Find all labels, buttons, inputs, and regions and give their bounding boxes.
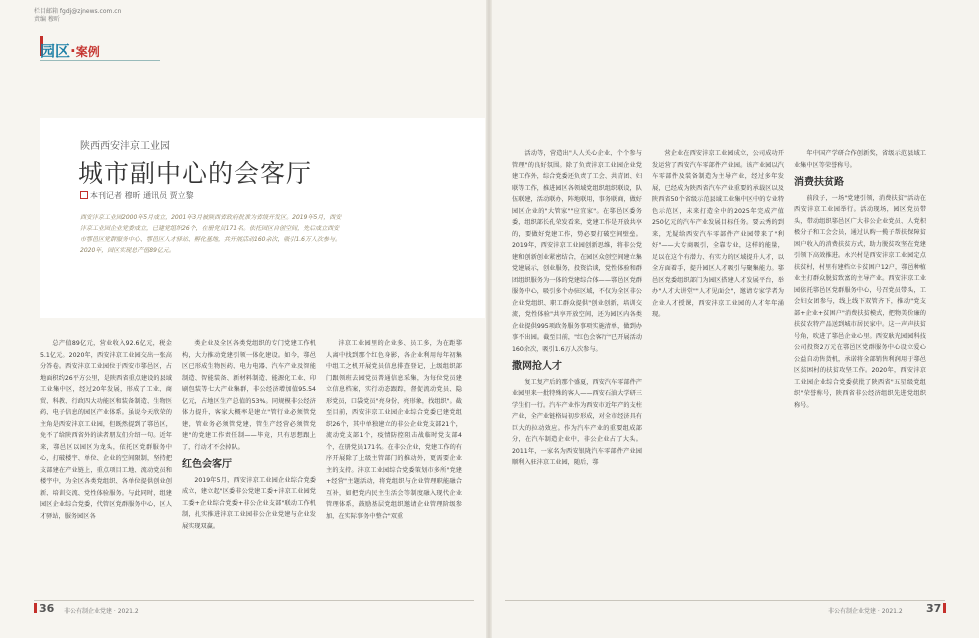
heading-talent: 撒网抢人才	[512, 361, 562, 372]
column-4-text-b: 复工复产后的那个盛夏，西安汽车零部件产业园里来一批特殊的客人——西安石油大学研三学生们一行。汽车产业作为西安市近年产的支柱产业，全产业链格局初步形成，对全市经济具有巨大的拉动效应。作为汽车产业的重要组成部分，在汽车制造企业中，非公企业占了大头。2011年，一家名为西安银陇汽车零部件产业园顺利入驻沣京工业园，随后，鄠	[512, 378, 642, 466]
article-lead: 西安沣京工业园2000年5月成立，2001年3月被陕西省政府批准为省级开发区。2019年5月，西安沣京工业园企业党委成立，已建党组织26个，在册党员171名。依托园区自创空间，先后成立西安市鄠邑区党群服务中心、鄠邑区人才驿站、孵化基地，共开展活动160余次，吸引1.6万人次参与。2020年，园区实现总产值89亿元。	[80, 214, 342, 254]
left-footer-text: 非公有制企业党建 · 2021.2	[64, 608, 139, 615]
byline-mark-icon	[80, 191, 88, 199]
right-footer-line	[505, 600, 945, 601]
page-num-mark-icon	[34, 603, 37, 613]
header-divider	[40, 60, 160, 61]
column-2-text: 类企业及全区各类党组织的专门党建工作机构，大力推动党建引领一体化建设。如今，鄠邑区已形成生物医药、电力电器、汽车产业及智能制造、智能装备、新材料制造、能源化工业、印刷包装等七大产业集群，非公经济增加值95.54亿元，占地区生产总值的53%。同规模非公经济体力提升，客家大概率是建立"管行业必须管党建，管业务必须管党建，管生产经营必须管党建"的党建工作责任制——毕竟，只有思想跟上了，行动才不会掉队。	[182, 340, 316, 451]
text-column-3	[326, 338, 462, 598]
column-editor: 责编 穆昕	[34, 16, 60, 23]
text-column-4	[512, 148, 642, 596]
right-page-number: 37	[926, 602, 948, 615]
article-title: 城市副中心的会客厅	[78, 159, 313, 188]
column-email: 栏目邮箱 fgdj@zjnews.com.cn	[34, 8, 122, 15]
text-column-5	[652, 148, 784, 596]
heading-poverty: 消费扶贫路	[794, 177, 844, 188]
text-column-1	[40, 338, 172, 598]
page-spine	[486, 0, 492, 638]
column-5-text: 营企业在西安沣京工业园成立，公司成功开发运营了西安汽车零部件产业园。该产业园以汽车零部件及装备制造为主导产业，经过多年发展，已经成为陕西省汽车产业重要的承载区以及陕西省50个省级示范县域工业集中区中的专业特色示范区，未来打造全中的2025年完成产值250亿元的汽车产业发展目标任务。要云秀的到来，无疑给西安汽车零部件产业园带来了"利好"——大专商吸引，全靠专业，这样的能量，足以在这个有潜力、有实力的区域提升人才，以全方面着手，提升园区人才吸引与聚集能力。鄠邑区党委组织部门为园区搭建人才发展平台，举办"人才大讲堂""人才见面会"，邀请专家学者为企业人才授课，西安沣京工业园的人才年年涌现。	[652, 150, 784, 318]
column-1-text: 总产值89亿元，营业收入92.6亿元，税金5.1亿元。2020年，西安沣京工业园交出一张高分答卷。西安沣京工业园位于西安市鄠邑区，占地面积约26平方公里，是陕西省重点建设的县域工业集中区，经过20年发展，形成了工业、商贸、科教、行政四大功能区和装备制造、生物医药、电子信息的园区产业体系。虽说今天欣荣的主角是西安沣京工业园，但既然提到了鄠邑区，免不了给陕西省外的读者朋友们介绍一句。近年来，鄠邑区以园区为龙头，依托区党群服务中心，打破楼宇、单位、企业的空间限制，坚持把支部建在产业链上，重点项目工地、流动党员和楼宇中，为全区各类党组织、各单位提供创业创新、培训交流、党性体验服务。与此同时，组建园区企业综合党委，代管区党群服务中心，区人才驿站，服务园区各	[40, 340, 172, 520]
article-byline	[80, 190, 194, 201]
column-3-text: 沣京工业园里的企业多、员工多，为在距鄠人离中找到那个红色身影，各企业利用每年初集中组工之机开展党员信息排查登记，上级组织部门跟领班去园党员普通信息采集，为每位党员建立信息档案，实行动态跟踪，督促流动党员、隐形党员，口袋党员"亮身份，亮形象，找组织"。截至目前，西安沣京工业园企业综合党委已建党组织26个，其中单独建立的非公企业党支部21个，流动党支部1个，疫情防控阻击战临时党支部4个，在册党员171名。在非公企业，党建工作的有序开展除了上级主管部门的推动外，更需要企业主的支持。沣京工业园综合党委策划市多所"党建+经营"主题活动，将党组织与企业管理职能融合互补，如把党内民主生活会等制度融入现代企业管理体系，鼓励基层党组织邀请企业管理阶级参加，在实际事务中整合"双重	[326, 340, 462, 520]
column-header-info	[34, 8, 121, 24]
section-dot: ·	[70, 42, 76, 60]
left-footer-line	[34, 600, 474, 601]
column-6-text-b: 前段子，一场"党建引领，消费扶贫"活动在西安沣京工业园举行。活动现场，园区党员带头，带动组织鄠邑区广大非公企业党员、人党积极分子和工会会员，通过认购一揽子帮扶保障贫困户收入的消费扶贫方式，助力脱贫攻坚在党建引领下高效推进。永兴村是西安沣京工业园定点扶贫村，村里有建档立卡贫困户12户，鄠邑种植业主打群众脱贫致富的主导产业。西安沣京工业园依托鄠邑区党群服务中心，号召党员带头，工会妇女团参与，线上线下双管齐下，推动"党支部+企业+贫困户"消费扶贫模式，把物美价廉的扶贫农特产品送到城市居民家中。这一声声扶贫号角，吹进了鄠邑企业心里。西安耿光园园科技公司投资2万元在鄠邑区党群服务中心设立爱心公益自动售货机，承诺将全部销售利润用于鄠邑区贫困村的扶贫攻坚工作。2020年，西安沣京工业园企业综合党委获批了陕西省"五星级党组织"荣誉称号，陕西省非公经济组织先进党组织称号。	[794, 194, 926, 409]
section-title	[40, 40, 100, 61]
column-2-text-b: 2019年5月，西安沣京工业园企业综合党委成立，建立起"区委非公党建工委+沣京工业园党工委+企业综合党委+非公企业支部"联动工作机制，扎实推进沣京工业园非公企业党建与企业发展实现双赢。	[182, 476, 316, 530]
column-6-text: 年中国产学研合作创新奖，省级示范县域工业集中区等荣誉称号。	[794, 150, 926, 169]
article-kicker: 陕西西安沣京工业园	[80, 141, 170, 152]
section-name: 园区	[40, 42, 71, 60]
text-column-2	[182, 338, 316, 598]
subsection-name: 案例	[75, 45, 100, 59]
page-num-mark-icon-right	[943, 603, 946, 613]
text-column-6	[794, 148, 926, 596]
right-footer-text: 非公有制企业党建 · 2021.2	[828, 608, 903, 615]
heading-red-reception: 红色会客厅	[182, 459, 232, 470]
byline-text: 本刊记者 穆昕 通讯员 贾立黎	[90, 191, 194, 200]
left-page-number: 36	[34, 602, 54, 615]
column-4-text: 活动等，营造出"人人关心企业、个个参与管理"的良好氛围。除了负责沣京工业园企业党建工作外，综合党委还负责了工会、共青团、妇联等工作，推进园区各领域党组织组织联设，队伍联建，活动联办，阵地联用，事务联商，做好园区企业的"大管家""应宜家"。在鄠邑区委务委，组织部长孔荣发看来，党建工作是开放共享的，要做好党建工作，势必要打破空间壁垒。2019年，西安沣京工业园创新思维，将非公党建和创新创业紧密结合，在园区众创空间建立集党建展示，创业服务，投资洽谈，党性体验和群团组织服务为一体的党建综合体——鄠邑区党群服务中心，吸引多个办驻区域，不仅为全区非公企业党组织、职工群众提供"创业创新，培训交流，党性体验"共享开放空间，还为园区内各类企业提供995项政务服务事项实施清单，做到办事不出园。截至目前，"红色会客厅"已开展活动160余次，吸引1.6万人次参与。	[512, 150, 642, 353]
